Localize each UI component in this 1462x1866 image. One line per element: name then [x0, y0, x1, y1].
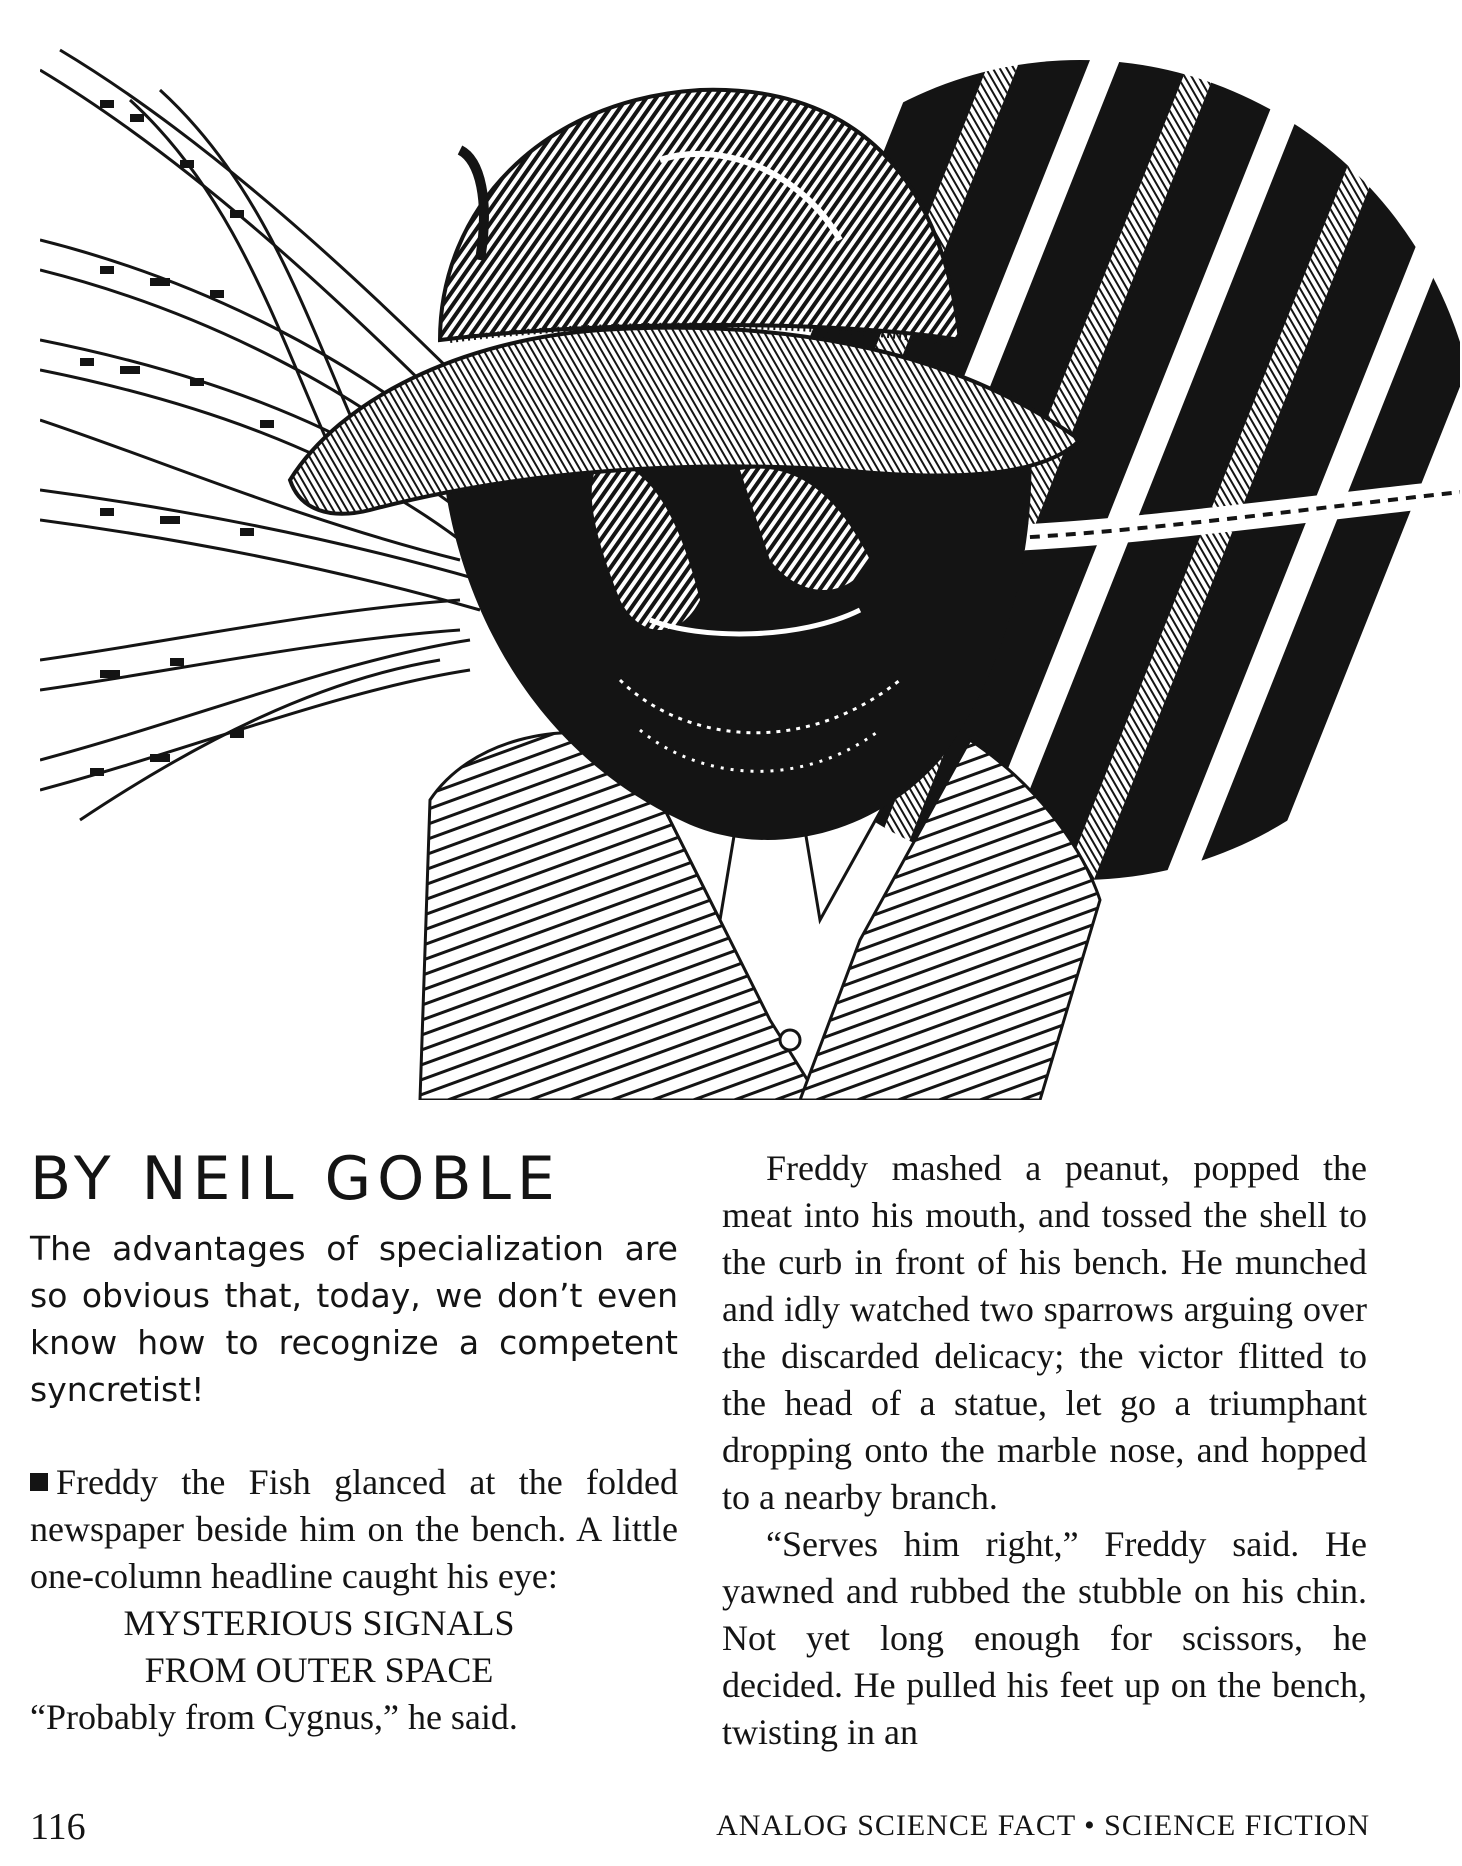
blurb: The advantages of specialization are so obvious that, today, we don’t even know how to recognize a competent syncretist! — [30, 1229, 678, 1409]
byline: BY NEIL GOBLE — [30, 1144, 561, 1214]
right-paragraph-1: Freddy mashed a peanut, popped the meat into his mouth, and tossed the shell to the curb in front of his bench. He munched and idly watched two sparrows arguing over the discarded delicacy; the victor flitted to the head of a statue, let go a triumphant dropping onto the marble nose, and hopped to a nearby branch. — [722, 1148, 1367, 1517]
left-final-line: “Probably from Cygnus,” he said. — [30, 1697, 518, 1737]
headline-line-1: MYSTERIOUS SIGNALS — [123, 1603, 515, 1643]
page-number: 116 — [30, 1806, 86, 1848]
page-footer — [30, 1805, 1370, 1848]
running-head: ANALOG SCIENCE FACT • SCIENCE FICTION — [716, 1809, 1370, 1842]
bullet-square-icon — [30, 1473, 48, 1491]
left-column — [30, 1145, 678, 1741]
intro-paragraph — [30, 1459, 678, 1600]
right-column — [722, 1145, 1367, 1756]
headline-line-2: FROM OUTER SPACE — [144, 1650, 494, 1690]
tape-punch-marks — [80, 100, 340, 776]
right-paragraph-2: “Serves him right,” Freddy said. He yawned and rubbed the stubble on his chin. Not yet long enough for scissors, he decided. He pulled his feet up on the bench, twisting in an — [722, 1524, 1367, 1752]
story-illustration — [40, 40, 1460, 1100]
intro-paragraph-text: Freddy the Fish glanced at the folded newspaper beside him on the bench. A little one-column headline caught his eye: — [30, 1462, 678, 1596]
